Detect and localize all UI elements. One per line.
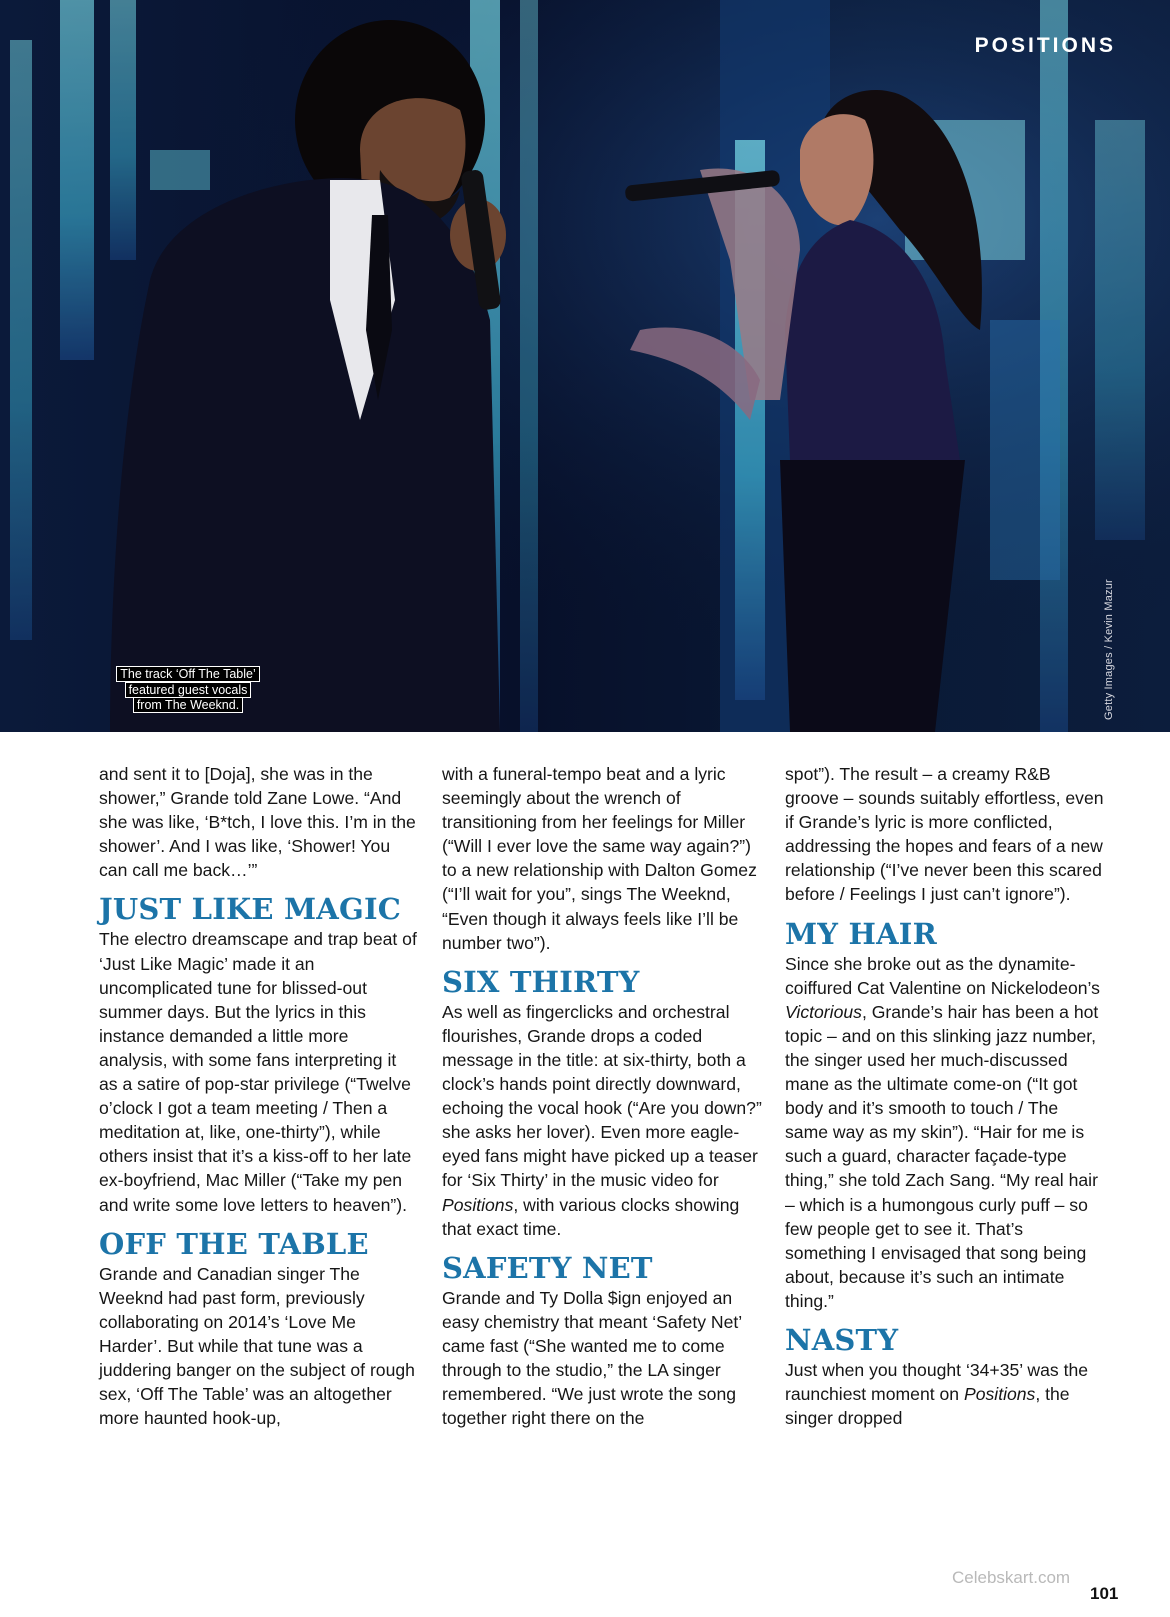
text-run: Just when you thought ‘34+35’ was the raunchiest moment on <box>785 1359 1089 1405</box>
section-heading: NASTY <box>785 1322 899 1357</box>
caption-line: The track ‘Off The Table’ <box>117 667 259 681</box>
caption-line: from The Weeknd. <box>134 698 242 712</box>
body-paragraph <box>785 952 1105 1313</box>
body-paragraph <box>785 1358 1105 1430</box>
page-number: 101 <box>1090 1584 1119 1603</box>
section-heading: SIX THIRTY <box>442 964 640 999</box>
section-tag: POSITIONS <box>974 34 1116 57</box>
body-paragraph: The electro dreamscape and trap beat of ‘Just Like Magic’ made it an uncomplicated tune for blissed-out summer days. But the lyrics in this instance demanded a little more analysis, with some fans interpreting it as a satire of pop-star privilege (“Twelve o’clock I got a team meeting / Then a meditation at, like, one-thirty”), while others insist that it’s a kiss-off to her late ex-boyfriend, Mac Miller (“Take my pen and write some love letters to heaven”). <box>99 929 417 1215</box>
section-heading: SAFETY NET <box>442 1250 653 1285</box>
text-run: Since she broke out as the dynamite-coiffured Cat Valentine on Nickelodeon’s <box>785 953 1100 998</box>
body-paragraph: and sent it to [Doja], she was in the shower,” Grande told Zane Lowe. “And she was like, ‘B*tch, I love this. I’m in the shower’. And I was like, ‘Shower! You can call me back…’” <box>99 764 416 881</box>
article-column-1 <box>99 762 419 1430</box>
body-paragraph: spot”). The result – a creamy R&B groove – sounds suitably effortless, even if Grande’s lyric is more conflicted, addressing the hopes and fears of a new relationship (“I’ve never been this scared before / Feelings I just can’t ignore”). <box>785 764 1104 905</box>
body-paragraph <box>442 1000 762 1241</box>
italic-title: Positions <box>442 1194 514 1215</box>
photo-caption <box>100 667 276 714</box>
section-heading: OFF THE TABLE <box>99 1226 369 1261</box>
italic-title: Victorious <box>785 1001 862 1022</box>
text-run: , with various clocks showing that exact time. <box>442 1194 740 1239</box>
watermark: Celebskart.com <box>952 1568 1071 1587</box>
section-heading: JUST LIKE MAGIC <box>99 892 402 927</box>
text-run: , the singer dropped <box>785 1384 1070 1429</box>
photo-credit: Getty Images / Kevin Mazur <box>1103 579 1115 720</box>
body-paragraph: Grande and Canadian singer The Weeknd had past form, previously collaborating on 2014’s ‘Love Me Harder’. But while that tune was a juddering banger on the subject of rough sex, ‘Off The Table’ was an altogether more haunted hook-up, <box>99 1263 415 1429</box>
hero-photo <box>0 0 1170 732</box>
body-paragraph: Grande and Ty Dolla $ign enjoyed an easy chemistry that meant ‘Safety Net’ came fast (“She wanted me to come through to the studio,” the LA singer remembered. “We just wrote the song together right there on the <box>442 1287 742 1429</box>
italic-title: Positions <box>963 1384 1036 1405</box>
body-paragraph: with a funeral-tempo beat and a lyric seemingly about the wrench of transitioning from her feelings for Miller (“Will I ever love the same way again?”) to a new relationship with Dalton Gomez (“I’ll wait for you”, sings The Weeknd, “Even though it always feels like I’ll be number two”). <box>442 764 757 953</box>
article-column-2 <box>442 762 762 1430</box>
concert-stage-illustration <box>0 0 1170 732</box>
section-heading: MY HAIR <box>785 916 937 951</box>
caption-line: featured guest vocals <box>126 683 251 697</box>
text-run: , Grande’s hair has been a hot topic – and on this slinking jazz number, the singer used her much-discussed mane as the ultimate come-on (“It got body and it’s smooth to touch / The same way as my skin”). “Hair for me is such a guard, character façade-type thing,” she told Zach Sang. “My real hair – which is a humongous curly puff – so few people get to see it. That’s something I envisaged that song being about, because it’s such an intimate thing.” <box>785 1001 1099 1311</box>
text-run: As well as fingerclicks and orchestral flourishes, Grande drops a coded message in the title: at six-thirty, both a clock’s hands point directly downward, echoing the vocal hook (“Are you down?” she asks her lover). Even more eagle-eyed fans might have picked up a teaser for ‘Six Thirty’ in the music video for <box>442 1001 762 1191</box>
article-column-3 <box>785 762 1105 1430</box>
